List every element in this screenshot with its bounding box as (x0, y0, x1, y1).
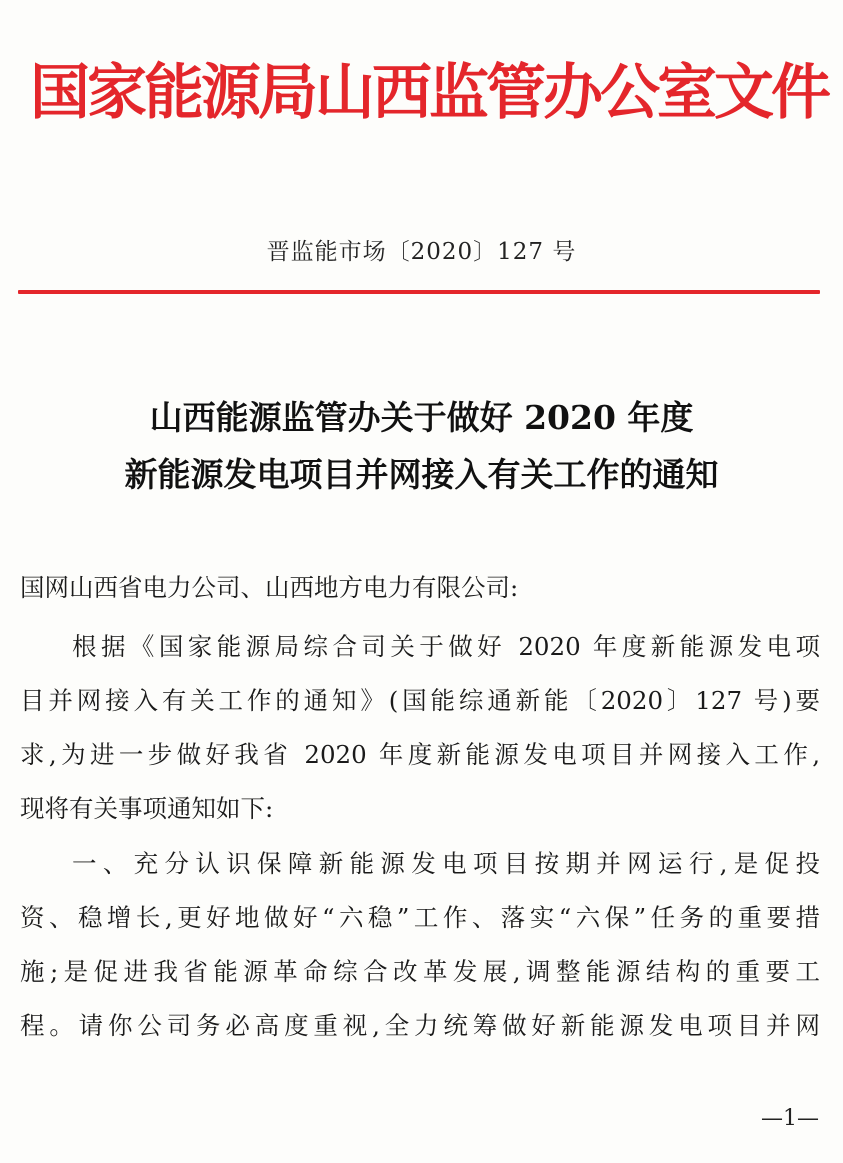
document-number: 晋监能市场〔2020〕127 号 (266, 239, 577, 265)
body-line-8: 程。请你公司务必高度重视,全力统筹做好新能源发电项目并网 (20, 1011, 820, 1040)
masthead-title: 国家能源局山西监管办公室文件 (30, 58, 828, 128)
notice-title-line-2: 新能源发电项目并网接入有关工作的通知 (124, 455, 719, 494)
body-line-1: 根据《国家能源局综合司关于做好 2020 年度新能源发电项 (72, 632, 820, 661)
addressee-line: 国网山西省电力公司、山西地方电力有限公司: (20, 573, 519, 602)
body-line-6: 资、稳增长,更好地做好“六稳”工作、落实“六保”任务的重要措 (20, 903, 820, 932)
body-line-7: 施;是促进我省能源革命综合改革发展,调整能源结构的重要工 (20, 957, 820, 986)
page-number: —1— (761, 1106, 819, 1131)
body-line-3: 求,为进一步做好我省 2020 年度新能源发电项目并网接入工作, (20, 740, 820, 769)
red-divider-line (18, 290, 820, 294)
notice-title-line-1: 山西能源监管办关于做好 2020 年度 (149, 398, 694, 437)
body-line-5: 一、充分认识保障新能源发电项目按期并网运行,是促投 (72, 849, 820, 878)
body-line-2: 目并网接入有关工作的通知》(国能综通新能〔2020〕127 号)要 (20, 686, 820, 715)
body-line-4: 现将有关事项通知如下: (20, 794, 274, 823)
